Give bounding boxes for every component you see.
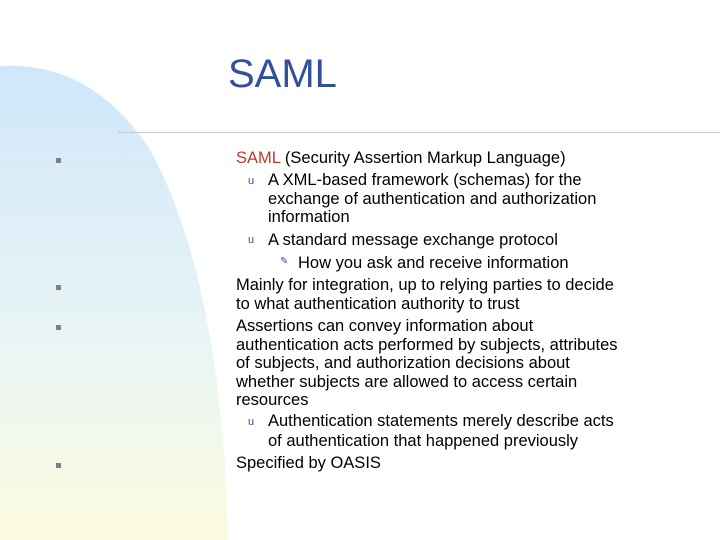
sub-item-text: exchange of authentication and authorization [268, 190, 597, 208]
pencil-bullet-icon: ✎ [280, 256, 289, 267]
sub-item-text: Authentication statements merely describe acts [268, 412, 614, 430]
subsub-item-text: How you ask and receive information [298, 254, 569, 272]
list-item-3-text: Assertions can convey information about [236, 317, 534, 335]
title-divider [118, 132, 720, 133]
list-item-3-text: of subjects, and authorization decisions about [236, 354, 570, 372]
list-item-2-text: to what authentication authority to trust [236, 295, 520, 313]
list-item-3-text: whether subjects are allowed to access certain [236, 373, 578, 391]
bullet-marker [56, 158, 61, 163]
sub-item-text: A standard message exchange protocol [268, 231, 558, 249]
list-item-2-text: Mainly for integration, up to relying parties to decide [236, 276, 614, 294]
slide-title: SAML [228, 52, 337, 96]
sub-bullet-icon: u [248, 175, 255, 187]
sub-bullet-icon: u [248, 416, 255, 428]
acronym-highlight: SAML [236, 149, 281, 167]
sub-item-text: information [268, 208, 350, 226]
sub-item-text: of authentication that happened previously [268, 432, 579, 450]
bullet-marker [56, 285, 61, 290]
list-item-3-text: authentication acts performed by subjects, attributes [236, 336, 618, 354]
list-item-3-text: resources [236, 391, 309, 409]
bullet-marker [56, 463, 61, 468]
sub-bullet-icon: u [248, 234, 255, 246]
sub-item-text: A XML-based framework (schemas) for the [268, 171, 582, 189]
bullet-marker [56, 325, 61, 330]
list-item-1-text: SAML (Security Assertion Markup Language) [236, 149, 566, 167]
list-item-4-text: Specified by OASIS [236, 454, 381, 472]
